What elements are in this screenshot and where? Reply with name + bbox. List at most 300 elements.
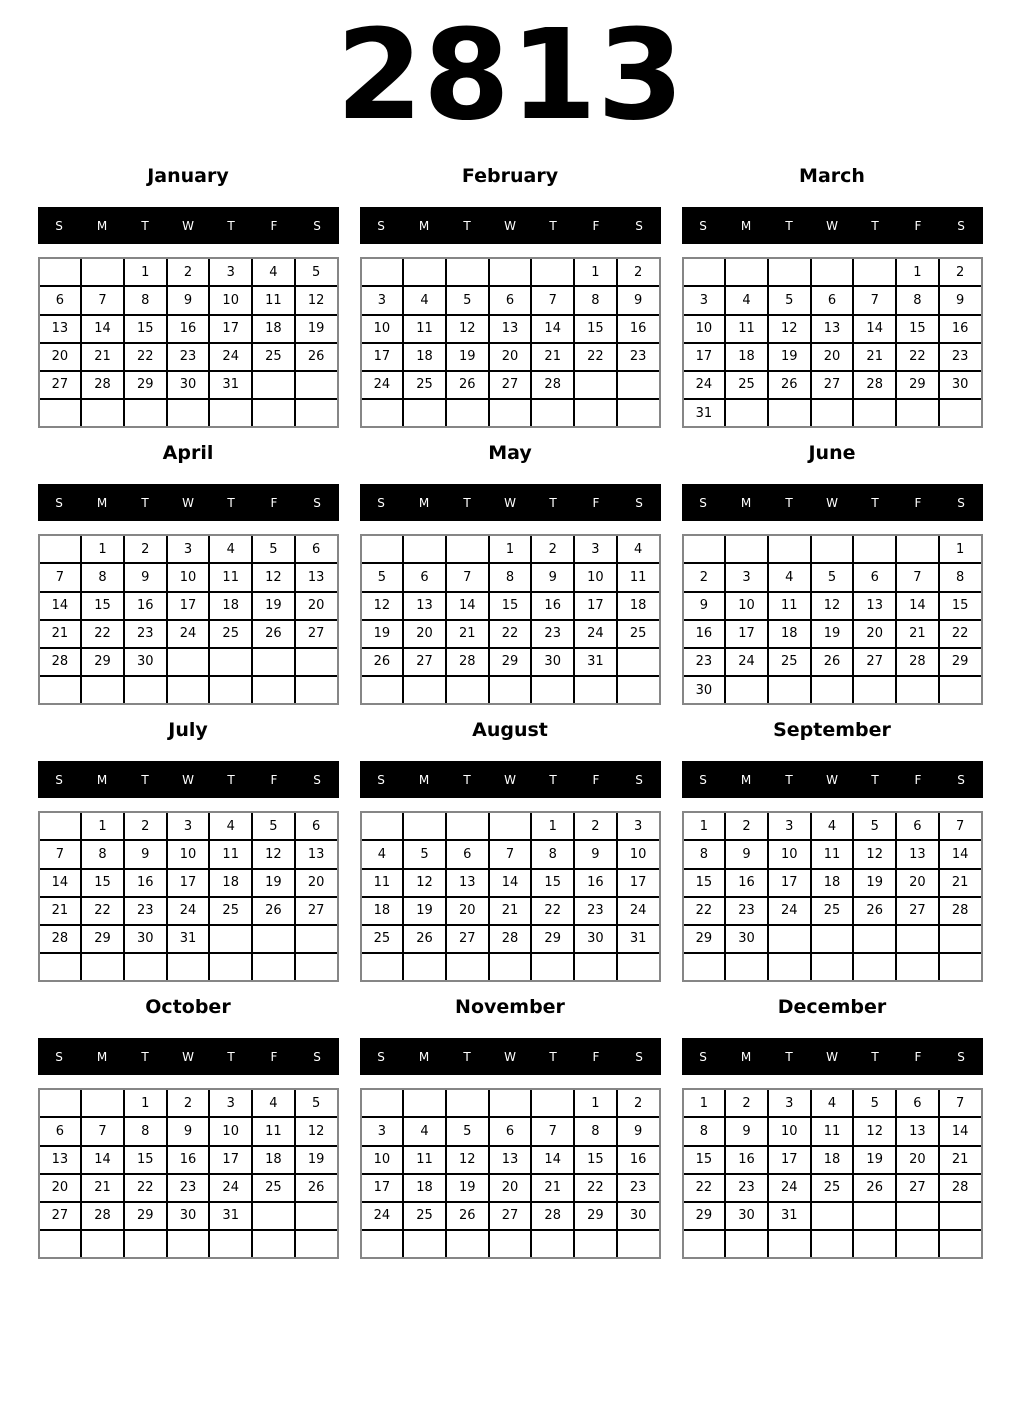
day-cell-empty: [296, 649, 337, 675]
day-cell: 22: [575, 1175, 616, 1201]
day-cell-empty: [404, 677, 445, 703]
day-cell: 20: [897, 1147, 938, 1173]
month-title: June: [808, 442, 856, 465]
day-cell: 17: [362, 1175, 403, 1201]
day-cell: 14: [40, 870, 81, 896]
day-cell-empty: [854, 259, 895, 285]
day-cell: 21: [854, 344, 895, 370]
day-cell: 29: [575, 1203, 616, 1229]
dates-grid: [682, 1088, 983, 1259]
day-cell: 16: [575, 870, 616, 896]
day-cell: 13: [490, 1147, 531, 1173]
day-cell: 26: [812, 649, 853, 675]
day-cell: 22: [940, 621, 981, 647]
weekday-label: T: [463, 218, 471, 233]
weekday-header-row: [38, 484, 339, 521]
day-cell: 3: [726, 564, 767, 590]
weekday-label: T: [141, 772, 149, 787]
day-cell: 25: [404, 1203, 445, 1229]
day-cell-empty: [40, 259, 81, 285]
day-cell: 24: [769, 898, 810, 924]
day-cell: 9: [168, 287, 209, 313]
day-cell: 23: [168, 344, 209, 370]
day-cell-empty: [532, 954, 573, 980]
day-cell: 22: [125, 1175, 166, 1201]
day-cell: 23: [684, 649, 725, 675]
day-cell: 5: [253, 813, 294, 839]
day-cell: 9: [684, 593, 725, 619]
weekday-label: S: [957, 772, 965, 787]
day-cell: 23: [575, 898, 616, 924]
day-cell: 27: [854, 649, 895, 675]
day-cell: 9: [618, 1118, 659, 1144]
day-cell: 22: [490, 621, 531, 647]
day-cell: 17: [684, 344, 725, 370]
day-cell: 30: [125, 926, 166, 952]
weekday-label: T: [785, 1049, 793, 1064]
day-cell: 19: [447, 344, 488, 370]
day-cell: 25: [210, 621, 251, 647]
day-cell: 24: [362, 1203, 403, 1229]
day-cell: 4: [253, 259, 294, 285]
day-cell-empty: [575, 400, 616, 426]
day-cell-empty: [296, 677, 337, 703]
day-cell: 20: [40, 1175, 81, 1201]
day-cell: 19: [362, 621, 403, 647]
day-cell-empty: [362, 954, 403, 980]
day-cell: 22: [532, 898, 573, 924]
day-cell: 1: [82, 813, 123, 839]
day-cell: 19: [769, 344, 810, 370]
weekday-label: F: [270, 1049, 278, 1064]
day-cell: 14: [40, 593, 81, 619]
day-cell: 4: [812, 813, 853, 839]
day-cell-empty: [726, 677, 767, 703]
day-cell: 24: [362, 372, 403, 398]
day-cell-empty: [897, 954, 938, 980]
day-cell: 1: [125, 1090, 166, 1116]
day-cell: 4: [404, 1118, 445, 1144]
day-cell-empty: [769, 954, 810, 980]
day-cell-empty: [897, 400, 938, 426]
day-cell: 12: [253, 841, 294, 867]
day-cell: 8: [897, 287, 938, 313]
day-cell: 25: [812, 898, 853, 924]
day-cell: 27: [296, 621, 337, 647]
day-cell: 9: [726, 1118, 767, 1144]
weekday-label: F: [270, 772, 278, 787]
day-cell-empty: [253, 1203, 294, 1229]
weekday-label: T: [141, 218, 149, 233]
dates-grid: [360, 811, 661, 982]
day-cell-empty: [253, 677, 294, 703]
day-cell-empty: [854, 926, 895, 952]
weekday-label: S: [635, 1049, 643, 1064]
day-cell: 2: [125, 536, 166, 562]
day-cell-empty: [125, 1231, 166, 1257]
day-cell: 15: [575, 316, 616, 342]
day-cell: 1: [684, 813, 725, 839]
day-cell-empty: [253, 954, 294, 980]
day-cell: 27: [447, 926, 488, 952]
day-cell: 18: [404, 1175, 445, 1201]
day-cell: 16: [168, 316, 209, 342]
day-cell: 26: [404, 926, 445, 952]
day-cell-empty: [210, 1231, 251, 1257]
day-cell: 16: [684, 621, 725, 647]
day-cell: 16: [125, 593, 166, 619]
day-cell: 7: [532, 1118, 573, 1144]
day-cell: 17: [362, 344, 403, 370]
weekday-label: S: [635, 495, 643, 510]
day-cell: 6: [812, 287, 853, 313]
weekday-label: S: [55, 218, 63, 233]
day-cell: 3: [769, 1090, 810, 1116]
day-cell-empty: [854, 400, 895, 426]
day-cell: 21: [40, 621, 81, 647]
weekday-header-row: [682, 761, 983, 798]
day-cell: 26: [769, 372, 810, 398]
day-cell: 8: [82, 564, 123, 590]
day-cell: 16: [168, 1147, 209, 1173]
day-cell: 26: [253, 898, 294, 924]
day-cell-empty: [82, 1231, 123, 1257]
day-cell: 6: [296, 536, 337, 562]
weekday-label: M: [96, 495, 108, 510]
day-cell: 4: [726, 287, 767, 313]
day-cell: 4: [769, 564, 810, 590]
day-cell-empty: [168, 649, 209, 675]
day-cell: 1: [897, 259, 938, 285]
day-cell: 11: [362, 870, 403, 896]
day-cell: 30: [618, 1203, 659, 1229]
weekday-label: M: [96, 772, 108, 787]
weekday-header-row: [360, 761, 661, 798]
day-cell-empty: [404, 813, 445, 839]
weekday-label: T: [871, 495, 879, 510]
day-cell: 1: [575, 1090, 616, 1116]
day-cell-empty: [125, 400, 166, 426]
day-cell: 29: [684, 1203, 725, 1229]
day-cell: 23: [125, 898, 166, 924]
month-november: [360, 996, 661, 1259]
weekday-label: T: [227, 772, 235, 787]
weekday-label: W: [826, 1049, 838, 1064]
day-cell: 28: [82, 372, 123, 398]
day-cell: 9: [168, 1118, 209, 1144]
day-cell: 31: [769, 1203, 810, 1229]
day-cell: 9: [532, 564, 573, 590]
day-cell: 3: [362, 1118, 403, 1144]
weekday-label: S: [55, 495, 63, 510]
day-cell-empty: [168, 677, 209, 703]
day-cell: 19: [447, 1175, 488, 1201]
day-cell: 8: [684, 841, 725, 867]
day-cell: 26: [253, 621, 294, 647]
day-cell: 16: [618, 1147, 659, 1173]
day-cell: 10: [684, 316, 725, 342]
day-cell: 31: [684, 400, 725, 426]
day-cell: 10: [769, 1118, 810, 1144]
day-cell-empty: [897, 536, 938, 562]
day-cell: 10: [210, 1118, 251, 1144]
day-cell: 28: [940, 898, 981, 924]
day-cell: 15: [897, 316, 938, 342]
day-cell: 19: [854, 870, 895, 896]
day-cell: 14: [532, 1147, 573, 1173]
day-cell: 17: [618, 870, 659, 896]
day-cell: 9: [726, 841, 767, 867]
day-cell: 14: [532, 316, 573, 342]
weekday-label: S: [377, 772, 385, 787]
day-cell-empty: [210, 926, 251, 952]
day-cell: 28: [940, 1175, 981, 1201]
day-cell-empty: [362, 400, 403, 426]
month-title: April: [162, 442, 214, 465]
weekday-label: M: [96, 1049, 108, 1064]
day-cell: 30: [940, 372, 981, 398]
day-cell: 3: [168, 536, 209, 562]
day-cell-empty: [490, 954, 531, 980]
day-cell: 23: [532, 621, 573, 647]
day-cell: 25: [404, 372, 445, 398]
day-cell: 31: [210, 372, 251, 398]
day-cell: 28: [447, 649, 488, 675]
weekday-label: T: [227, 495, 235, 510]
day-cell-empty: [253, 926, 294, 952]
weekday-label: M: [740, 1049, 752, 1064]
day-cell: 23: [618, 344, 659, 370]
weekday-label: W: [826, 218, 838, 233]
day-cell: 12: [854, 1118, 895, 1144]
weekday-label: S: [957, 495, 965, 510]
day-cell: 8: [684, 1118, 725, 1144]
day-cell: 19: [253, 593, 294, 619]
day-cell-empty: [447, 813, 488, 839]
weekday-label: W: [504, 772, 516, 787]
day-cell-empty: [447, 259, 488, 285]
day-cell: 18: [362, 898, 403, 924]
day-cell: 6: [854, 564, 895, 590]
weekday-label: T: [785, 495, 793, 510]
weekday-label: W: [504, 1049, 516, 1064]
day-cell: 29: [940, 649, 981, 675]
day-cell: 13: [447, 870, 488, 896]
day-cell-empty: [82, 400, 123, 426]
day-cell: 15: [125, 316, 166, 342]
day-cell: 14: [82, 1147, 123, 1173]
day-cell: 6: [404, 564, 445, 590]
day-cell: 2: [168, 259, 209, 285]
day-cell-empty: [575, 372, 616, 398]
day-cell: 6: [490, 1118, 531, 1144]
day-cell: 10: [168, 564, 209, 590]
day-cell: 26: [854, 898, 895, 924]
day-cell: 3: [684, 287, 725, 313]
day-cell: 28: [490, 926, 531, 952]
weekday-label: F: [914, 218, 922, 233]
weekday-header-row: [360, 1038, 661, 1075]
day-cell: 31: [575, 649, 616, 675]
day-cell: 24: [210, 1175, 251, 1201]
day-cell-empty: [253, 400, 294, 426]
weekday-header-row: [682, 207, 983, 244]
day-cell: 26: [447, 372, 488, 398]
day-cell-empty: [490, 677, 531, 703]
weekday-label: T: [785, 772, 793, 787]
day-cell-empty: [168, 400, 209, 426]
day-cell: 24: [210, 344, 251, 370]
months-grid: [38, 165, 983, 1259]
day-cell: 18: [253, 1147, 294, 1173]
month-february: [360, 165, 661, 428]
day-cell: 21: [82, 1175, 123, 1201]
day-cell-empty: [82, 677, 123, 703]
day-cell: 30: [532, 649, 573, 675]
day-cell: 11: [404, 316, 445, 342]
day-cell: 14: [897, 593, 938, 619]
day-cell: 7: [40, 564, 81, 590]
day-cell-empty: [490, 259, 531, 285]
day-cell: 3: [618, 813, 659, 839]
day-cell: 28: [854, 372, 895, 398]
day-cell: 4: [362, 841, 403, 867]
day-cell-empty: [684, 954, 725, 980]
day-cell-empty: [618, 400, 659, 426]
day-cell-empty: [404, 400, 445, 426]
day-cell: 9: [618, 287, 659, 313]
day-cell: 7: [447, 564, 488, 590]
day-cell: 11: [404, 1147, 445, 1173]
day-cell: 23: [125, 621, 166, 647]
day-cell: 19: [854, 1147, 895, 1173]
day-cell-empty: [726, 400, 767, 426]
weekday-header-row: [360, 207, 661, 244]
month-may: [360, 442, 661, 705]
day-cell: 2: [125, 813, 166, 839]
day-cell-empty: [618, 677, 659, 703]
day-cell: 28: [897, 649, 938, 675]
day-cell: 7: [532, 287, 573, 313]
day-cell: 17: [210, 1147, 251, 1173]
day-cell: 16: [726, 1147, 767, 1173]
day-cell-empty: [897, 926, 938, 952]
day-cell: 29: [125, 1203, 166, 1229]
day-cell: 27: [40, 1203, 81, 1229]
day-cell-empty: [210, 954, 251, 980]
day-cell: 6: [40, 287, 81, 313]
day-cell: 1: [940, 536, 981, 562]
day-cell-empty: [490, 400, 531, 426]
day-cell-empty: [812, 1203, 853, 1229]
month-title: May: [488, 442, 532, 465]
weekday-label: T: [549, 495, 557, 510]
day-cell-empty: [769, 259, 810, 285]
day-cell: 13: [40, 316, 81, 342]
day-cell-empty: [812, 954, 853, 980]
day-cell: 27: [490, 1203, 531, 1229]
day-cell: 26: [296, 1175, 337, 1201]
day-cell: 30: [726, 1203, 767, 1229]
weekday-label: T: [785, 218, 793, 233]
month-january: [38, 165, 339, 428]
day-cell: 18: [210, 870, 251, 896]
day-cell: 8: [532, 841, 573, 867]
day-cell: 20: [490, 1175, 531, 1201]
day-cell-empty: [897, 677, 938, 703]
day-cell: 11: [812, 841, 853, 867]
day-cell: 15: [82, 870, 123, 896]
day-cell: 30: [125, 649, 166, 675]
month-title: July: [168, 719, 208, 742]
day-cell: 8: [125, 1118, 166, 1144]
day-cell: 9: [125, 841, 166, 867]
day-cell: 17: [210, 316, 251, 342]
day-cell-empty: [253, 372, 294, 398]
day-cell: 11: [253, 287, 294, 313]
day-cell: 16: [532, 593, 573, 619]
day-cell-empty: [490, 813, 531, 839]
day-cell-empty: [404, 536, 445, 562]
day-cell: 10: [618, 841, 659, 867]
day-cell-empty: [684, 1231, 725, 1257]
day-cell-empty: [40, 400, 81, 426]
day-cell: 28: [40, 926, 81, 952]
day-cell: 28: [532, 372, 573, 398]
day-cell: 5: [769, 287, 810, 313]
day-cell-empty: [940, 1203, 981, 1229]
day-cell: 21: [897, 621, 938, 647]
day-cell: 24: [726, 649, 767, 675]
day-cell-empty: [854, 677, 895, 703]
day-cell: 10: [726, 593, 767, 619]
day-cell: 22: [82, 898, 123, 924]
weekday-label: T: [549, 1049, 557, 1064]
day-cell: 24: [618, 898, 659, 924]
day-cell: 2: [618, 259, 659, 285]
day-cell: 12: [404, 870, 445, 896]
day-cell: 15: [532, 870, 573, 896]
day-cell: 4: [618, 536, 659, 562]
day-cell: 16: [940, 316, 981, 342]
day-cell: 15: [684, 870, 725, 896]
day-cell: 27: [40, 372, 81, 398]
day-cell-empty: [253, 649, 294, 675]
day-cell: 24: [168, 621, 209, 647]
day-cell-empty: [447, 400, 488, 426]
day-cell: 29: [82, 649, 123, 675]
weekday-label: W: [182, 495, 194, 510]
day-cell: 12: [296, 1118, 337, 1144]
dates-grid: [38, 257, 339, 428]
day-cell-empty: [168, 954, 209, 980]
day-cell: 1: [575, 259, 616, 285]
day-cell: 24: [168, 898, 209, 924]
day-cell: 12: [447, 316, 488, 342]
dates-grid: [38, 534, 339, 705]
day-cell-empty: [532, 1090, 573, 1116]
day-cell: 12: [812, 593, 853, 619]
dates-grid: [360, 1088, 661, 1259]
day-cell: 14: [82, 316, 123, 342]
day-cell-empty: [726, 536, 767, 562]
month-june: [682, 442, 983, 705]
day-cell: 6: [897, 1090, 938, 1116]
day-cell: 12: [447, 1147, 488, 1173]
day-cell: 17: [168, 870, 209, 896]
month-title: August: [472, 719, 548, 742]
day-cell-empty: [684, 536, 725, 562]
